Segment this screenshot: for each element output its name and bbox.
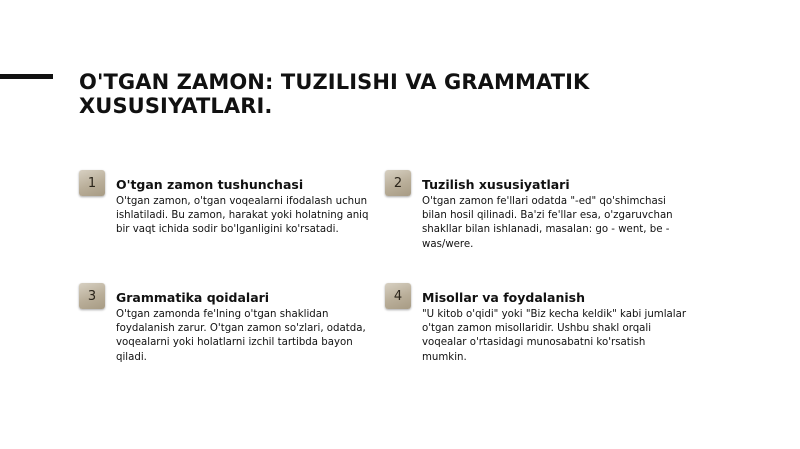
slide-title: O'TGAN ZAMON: TUZILISHI VA GRAMMATIK XUSUSIYATLARI. [79, 70, 590, 118]
point-heading: Tuzilish xususiyatlari [422, 177, 570, 192]
number-badge: 2 [385, 170, 411, 196]
point-description: O'tgan zamon, o'tgan voqealarni ifodalash uchun ishlatiladi. Bu zamon, harakat yoki holatning aniq bir vaqt ichida sodir bo'lganligini ko'rsatadi. [116, 196, 369, 236]
point-description: O'tgan zamonda fe'lning o'tgan shaklidan foydalanish zarur. O'tgan zamon so'zlari, odatda, voqealarni yoki holatlarni izchil tartibda bayon qiladi. [116, 309, 366, 363]
number-badge: 4 [385, 283, 411, 309]
point-heading: Grammatika qoidalari [116, 290, 270, 305]
point-heading: O'tgan zamon tushunchasi [116, 177, 304, 192]
point-description: "U kitob o'qidi" yoki "Biz kecha keldik" kabi jumlalar o'tgan zamon misollaridir. Ushbu shakl orqali voqealar o'rtasidagi munosabatni ko'rsatish mumkin. [422, 309, 687, 363]
number-badge: 3 [79, 283, 105, 309]
point-description: O'tgan zamon fe'llari odatda "-ed" qo'shimchasi bilan hosil qilinadi. Ba'zi fe'llar esa, o'zgaruvchan shakllar bilan ishlanadi, masalan: go - went, be - was/were. [422, 196, 673, 250]
title-accent-bar [0, 74, 53, 79]
point-heading: Misollar va foydalanish [422, 290, 586, 305]
number-badge: 1 [79, 170, 105, 196]
